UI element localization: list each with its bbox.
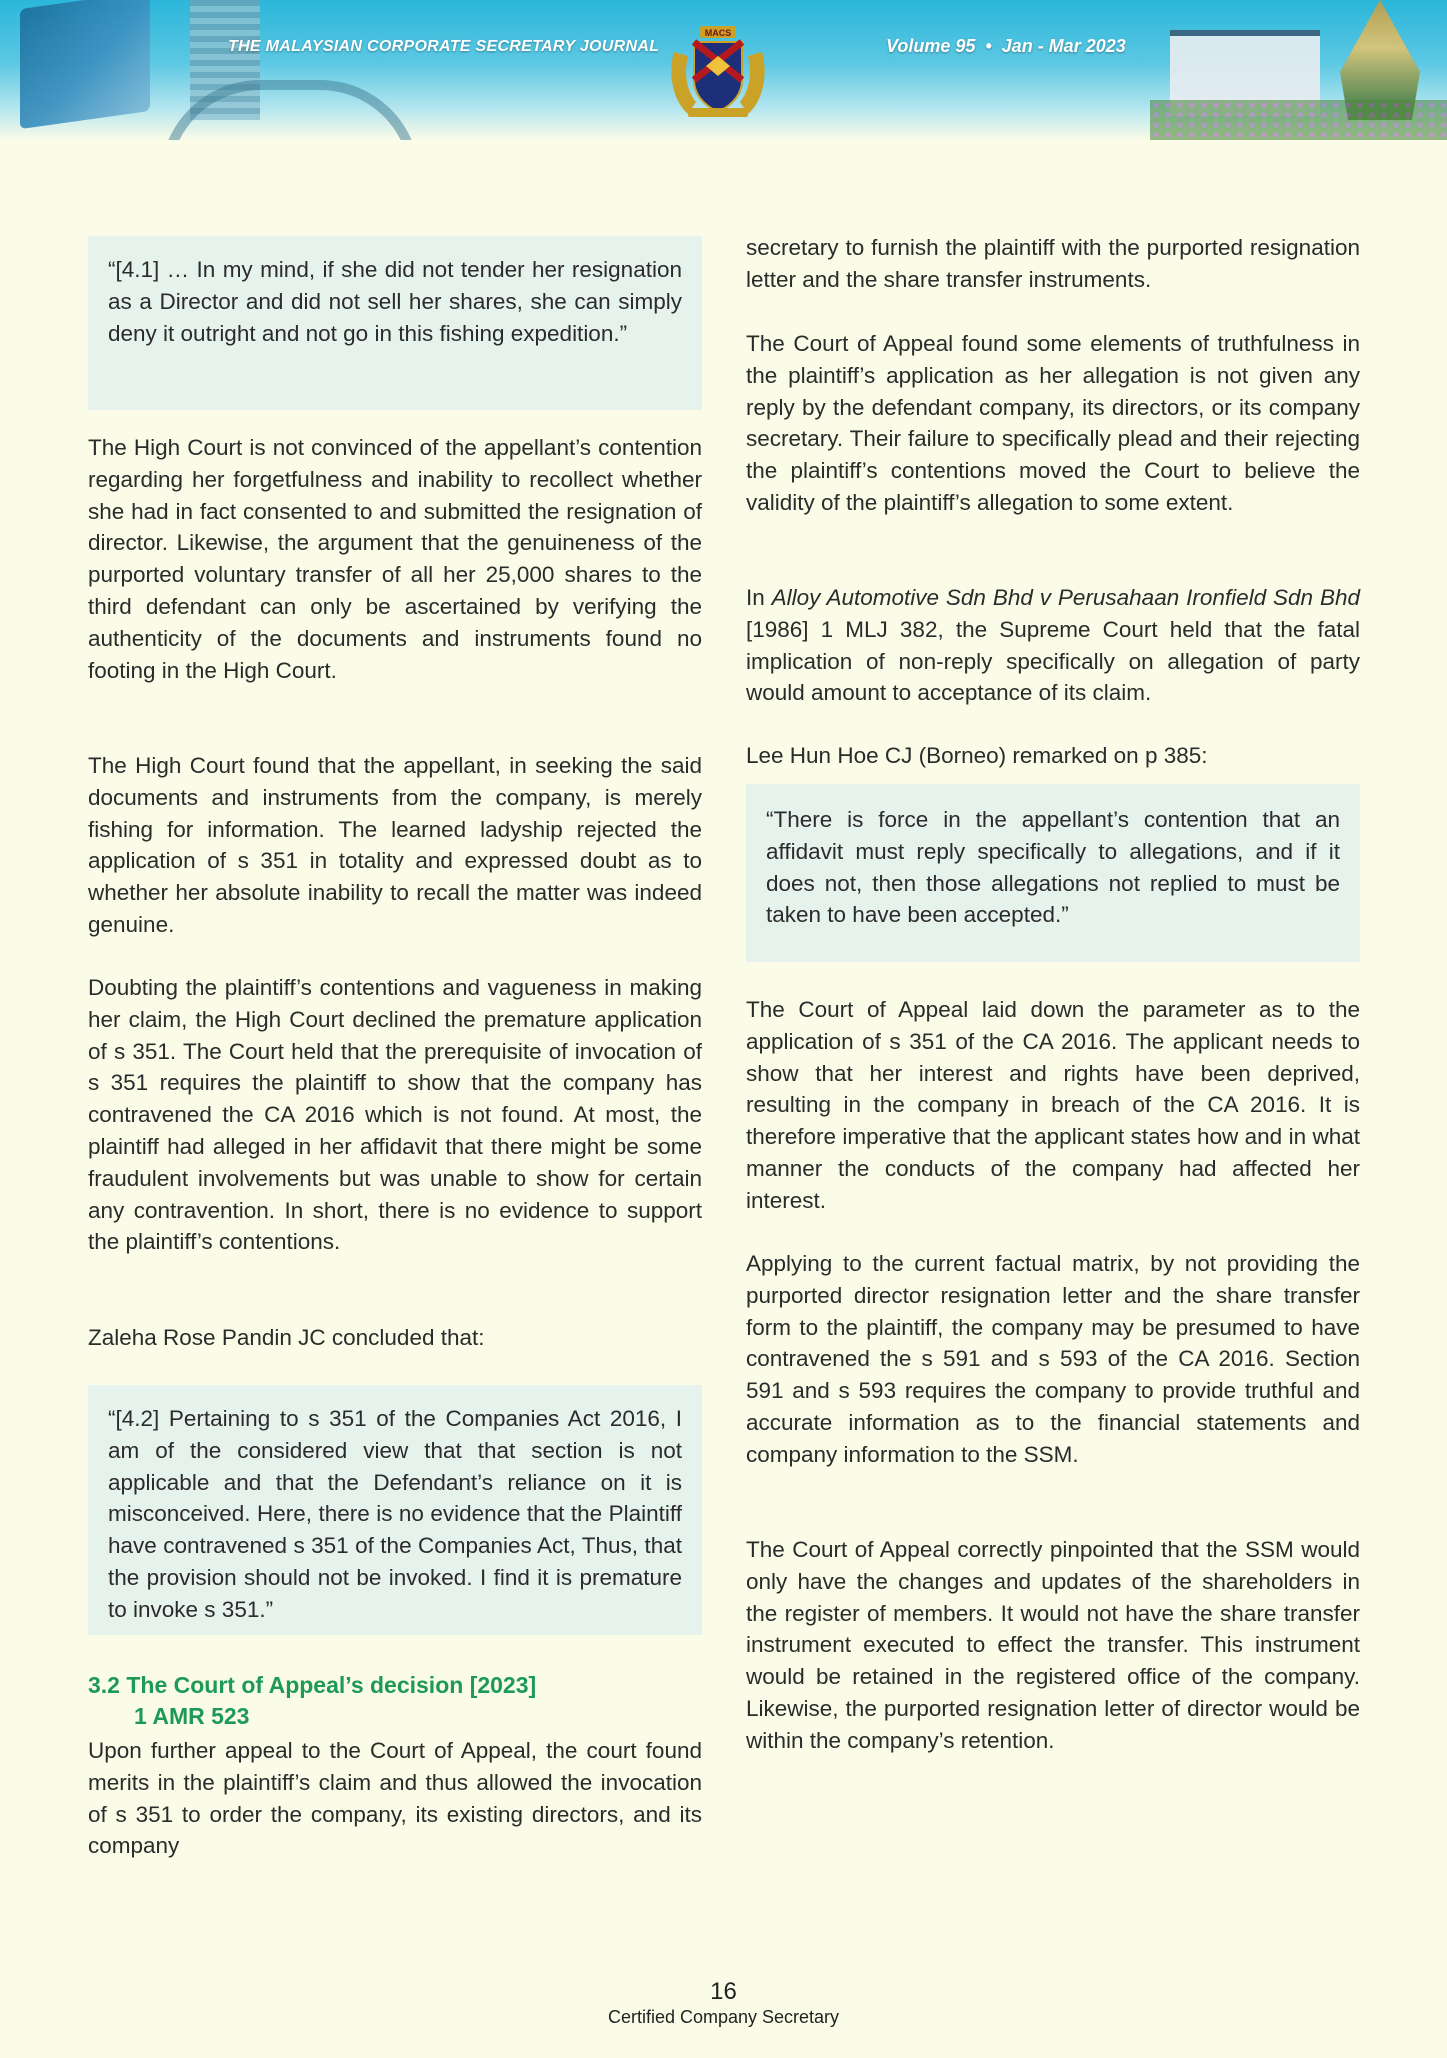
section-heading-line2: 1 AMR 523: [134, 1703, 250, 1729]
section-heading-line1: 3.2 The Court of Appeal’s decision [2023]: [88, 1672, 537, 1698]
volume-issue: Volume 95 • Jan - Mar 2023: [886, 36, 1126, 56]
quote-text: “[4.2] Pertaining to s 351 of the Companies Act 2016, I am of the considered view that that section is not applicable and that the Defendant’s reliance on it is misconceived. Here, there is no evidence that the Plaintiff have contravened s 351 of the Companies Act, Thus, that the provision should not be invoked. I find it is premature to invoke s 351.”: [108, 1406, 682, 1622]
paragraph: Zaleha Rose Pandin JC concluded that:: [88, 1325, 485, 1350]
paragraph: secretary to furnish the plaintiff with the purported resignation letter and the share transfer instruments.: [746, 235, 1360, 292]
paragraph: Applying to the current factual matrix, by not providing the purported director resignation letter and the share transfer form to the plaintiff, the company may be presumed to have contravened the s 591 and s 593 of the CA 2016. Section 591 and s 593 requires the company to provide truthful and accurate information as to the financial statements and company information to the SSM.: [746, 1251, 1360, 1467]
citation-rest: [1986] 1 MLJ 382, the Supreme Court held that the fatal implication of non-reply specifically on allegation of party would amount to acceptance of its claim.: [746, 616, 1360, 706]
left-quote-container: [88, 1385, 702, 1635]
right-quote-container: [746, 784, 1360, 962]
paragraph: The Court of Appeal laid down the parameter as to the application of s 351 of the CA 2016. The applicant needs to show that her interest and rights have been deprived, resulting in the company in breach of the CA 2016. It is therefore imperative that the applicant states how and in what manner the conducts of the company had affected her interest.: [746, 997, 1360, 1213]
journal-title: THE MALAYSIAN CORPORATE SECRETARY JOURNAL: [228, 38, 660, 55]
paragraph: Upon further appeal to the Court of Appeal, the court found merits in the plaintiff’s claim and thus allowed the invocation of s 351 to order the company, its existing directors, and its company: [88, 1738, 702, 1859]
quote-box: [88, 1385, 702, 1635]
macs-crest-logo: [666, 22, 770, 122]
quote-text: “[4.1] … In my mind, if she did not tender her resignation as a Director and did not sell her shares, she can simply deny it outright and not go in this fishing expedition.”: [108, 257, 682, 346]
garden-image: [1150, 100, 1447, 140]
left-column: [88, 236, 702, 410]
journal-cover-image: [20, 0, 150, 129]
paragraph: The Court of Appeal found some elements of truthfulness in the plaintiff’s application as her allegation is not given any reply by the defendant company, its directors, or its company secretary. Their failure to specifically plead and their rejecting the plaintiff’s contentions moved the Court to believe the validity of the plaintiff’s allegation to some extent.: [746, 331, 1360, 515]
paragraph: The Court of Appeal correctly pinpointed that the SSM would only have the changes and updates of the shareholders in the register of members. It would not have the share transfer instrument executed to effect the transfer. This instrument would be retained in the registered office of the company. Likewise, the purported resignation letter of director would be within the company’s retention.: [746, 1537, 1360, 1753]
paragraph: Lee Hun Hoe CJ (Borneo) remarked on p 385:: [746, 743, 1208, 768]
quote-box: [88, 236, 702, 410]
paragraph-case-citation: [746, 582, 1360, 709]
journal-header-banner: [0, 0, 1447, 140]
case-name: Alloy Automotive Sdn Bhd v Perusahaan Ironfield Sdn Bhd: [771, 585, 1360, 610]
svg-text:MACS: MACS: [704, 28, 732, 38]
paragraph: The High Court found that the appellant, in seeking the said documents and instruments from the company, is merely fishing for information. The learned ladyship rejected the application of s 351 in totality and expressed doubt as to whether her absolute inability to recall the matter was indeed genuine.: [88, 753, 702, 937]
quote-box: [746, 784, 1360, 962]
paragraph: Doubting the plaintiff’s contentions and vagueness in making her claim, the High Court declined the premature application of s 351. The Court held that the prerequisite of invocation of s 351 requires the plaintiff to show that the company has contravened the CA 2016 which is not found. At most, the plaintiff had alleged in her affidavit that there might be some fraudulent involvements but was unable to show for certain any contravention. In short, there is no evidence to support the plaintiff’s contentions.: [88, 975, 702, 1255]
publication-name: Certified Company Secretary: [607, 2007, 840, 2027]
page-number: 16: [710, 1978, 737, 2005]
section-heading: [88, 1670, 702, 1732]
quote-text: “There is force in the appellant’s contention that an affidavit must reply specifically to allegations, and if it does not, then those allegations not replied to must be taken to have been accepted.”: [766, 807, 1340, 928]
paragraph: The High Court is not convinced of the appellant’s contention regarding her forgetfulness and inability to recollect whether she had in fact consented to and submitted the resignation of director. Likewise, the argument that the genuineness of the purported voluntary transfer of all her 25,000 shares to the third defendant can only be ascertained by verifying the authenticity of the documents and instruments found no footing in the High Court.: [88, 435, 702, 683]
citation-prefix: In: [746, 585, 772, 610]
